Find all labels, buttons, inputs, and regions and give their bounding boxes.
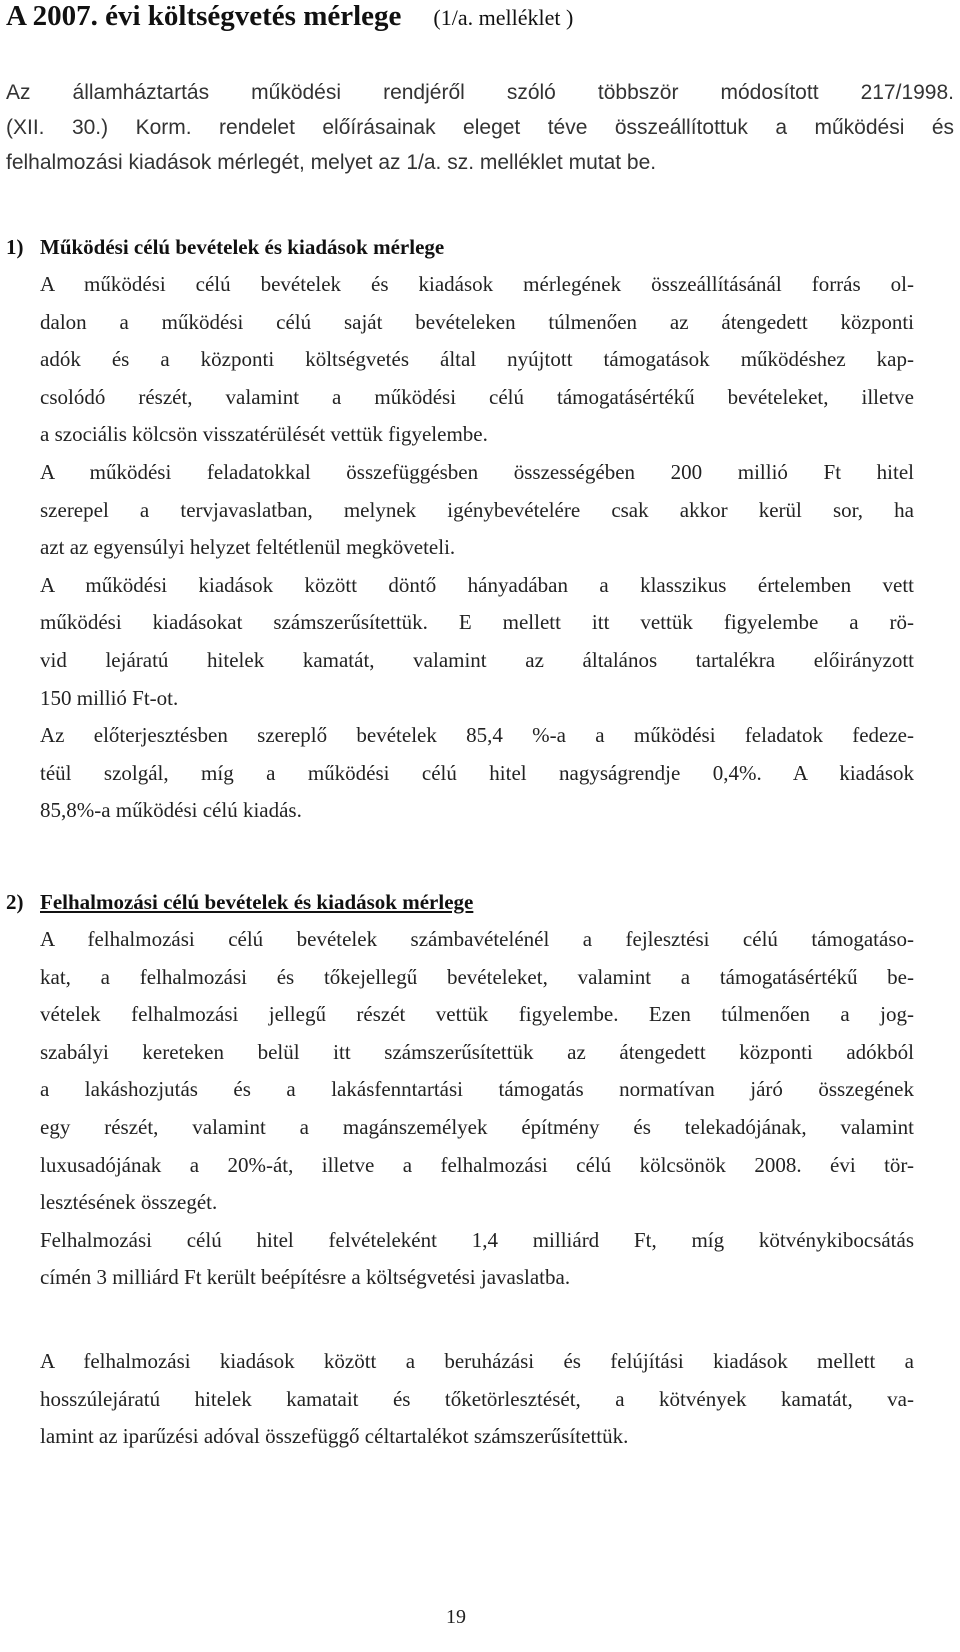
paragraph-line: A felhalmozási célú bevételek számbavételénél a fejlesztési célú támogatáso- <box>40 927 914 951</box>
paragraph-line: A felhalmozási kiadások között a beruházási és felújítási kiadások mellett a <box>40 1349 914 1373</box>
intro-line: (XII. 30.) Korm. rendelet előírásainak eleget téve összeállítottuk a működési és <box>6 116 954 139</box>
intro-paragraph <box>6 75 954 180</box>
paragraph-line: csolódó részét, valamint a működési célú támogatásértékű bevételeket, illetve <box>40 384 914 409</box>
paragraph-line: azt az egyensúlyi helyzet feltétlenül megköveteli. <box>40 535 456 560</box>
paragraph-line: címén 3 milliárd Ft került beépítésre a költségvetési javaslatba. <box>40 1265 571 1290</box>
section-1-heading <box>6 228 914 266</box>
paragraph-line: 150 millió Ft-ot. <box>40 685 179 710</box>
intro-line: Az államháztartás működési rendjéről szóló többször módosított 217/1998. <box>6 81 954 104</box>
paragraph-line: vid lejáratú hitelek kamatát, valamint az általános tartalékra előirányzott <box>40 647 914 672</box>
paragraph-line: A működési célú bevételek és kiadások mérlegének összeállításánál forrás ol- <box>40 272 914 296</box>
paragraph-line: szabályi kereteken belül itt számszerűsítettük az átengedett központi adókból <box>40 1039 914 1064</box>
paragraph-line: A működési feladatokkal összefüggésben összességében 200 millió Ft hitel <box>40 459 914 484</box>
paragraph-line: a szociális kölcsön visszatérülését vettük figyelembe. <box>40 422 488 447</box>
paragraph-line: működési kiadásokat számszerűsítettük. E mellett itt vettük figyelembe a rö- <box>40 610 914 635</box>
intro-line: felhalmozási kiadások mérlegét, melyet az 1/a. sz. melléklet mutat be. <box>6 151 657 174</box>
paragraph-line: hosszúlejáratú hitelek kamatait és tőketörlesztését, a kötvények kamatát, va- <box>40 1386 914 1411</box>
section-2-title: Felhalmozási célú bevételek és kiadások mérlege <box>40 890 474 914</box>
section-2 <box>6 883 914 1297</box>
paragraph-line: egy részét, valamint a magánszemélyek építmény és telekadójának, valamint <box>40 1114 914 1139</box>
section-2-heading <box>6 883 914 921</box>
section-1-body <box>6 266 914 830</box>
paragraph-line: luxusadójának a 20%-át, illetve a felhalmozási célú kölcsönök 2008. évi tör- <box>40 1152 914 1177</box>
paragraph-line: téül szolgál, míg a működési célú hitel nagyságrendje 0,4%. A kiadások <box>40 760 914 785</box>
paragraph-line: Felhalmozási célú hitel felvételeként 1,4 milliárd Ft, míg kötvénykibocsátás <box>40 1227 914 1252</box>
section-2-number: 2) <box>6 890 24 914</box>
paragraph-line: adók és a központi költségvetés által nyújtott támogatások működéshez kap- <box>40 347 914 372</box>
section-2-final-paragraph <box>6 1343 914 1456</box>
paragraph-line: 85,8%-a működési célú kiadás. <box>40 798 302 823</box>
section-1-title: Működési célú bevételek és kiadások mérlege <box>40 235 445 259</box>
paragraph-line: A működési kiadások között döntő hányadában a klasszikus értelemben vett <box>40 572 914 597</box>
section-1 <box>6 228 914 830</box>
document-title: A 2007. évi költségvetés mérlege <box>6 0 402 32</box>
section-2-body <box>6 921 914 1297</box>
paragraph-line: vételek felhalmozási jellegű részét vettük figyelembe. Ezen túlmenően a jog- <box>40 1002 914 1027</box>
annex-label: (1/a. melléklet ) <box>433 5 574 30</box>
section-1-number: 1) <box>6 235 24 259</box>
page-number: 19 <box>446 1606 466 1628</box>
paragraph-line: kat, a felhalmozási és tőkejellegű bevételeket, valamint a támogatásértékű be- <box>40 964 914 989</box>
document-title-row <box>6 0 573 33</box>
section-2-continuation <box>6 1343 914 1456</box>
paragraph-line: szerepel a tervjavaslatban, melynek igénybevételére csak akkor kerül sor, ha <box>40 497 914 522</box>
paragraph-line: lamint az iparűzési adóval összefüggő céltartalékot számszerűsítettük. <box>40 1424 629 1449</box>
paragraph-line: a lakáshozjutás és a lakásfenntartási támogatás normatívan járó összegének <box>40 1077 914 1102</box>
paragraph-line: lesztésének összegét. <box>40 1190 218 1215</box>
paragraph-line: Az előterjesztésben szereplő bevételek 85,4 %-a a működési feladatok fedeze- <box>40 723 914 748</box>
paragraph-line: dalon a működési célú saját bevételeken túlmenően az átengedett központi <box>40 309 914 334</box>
